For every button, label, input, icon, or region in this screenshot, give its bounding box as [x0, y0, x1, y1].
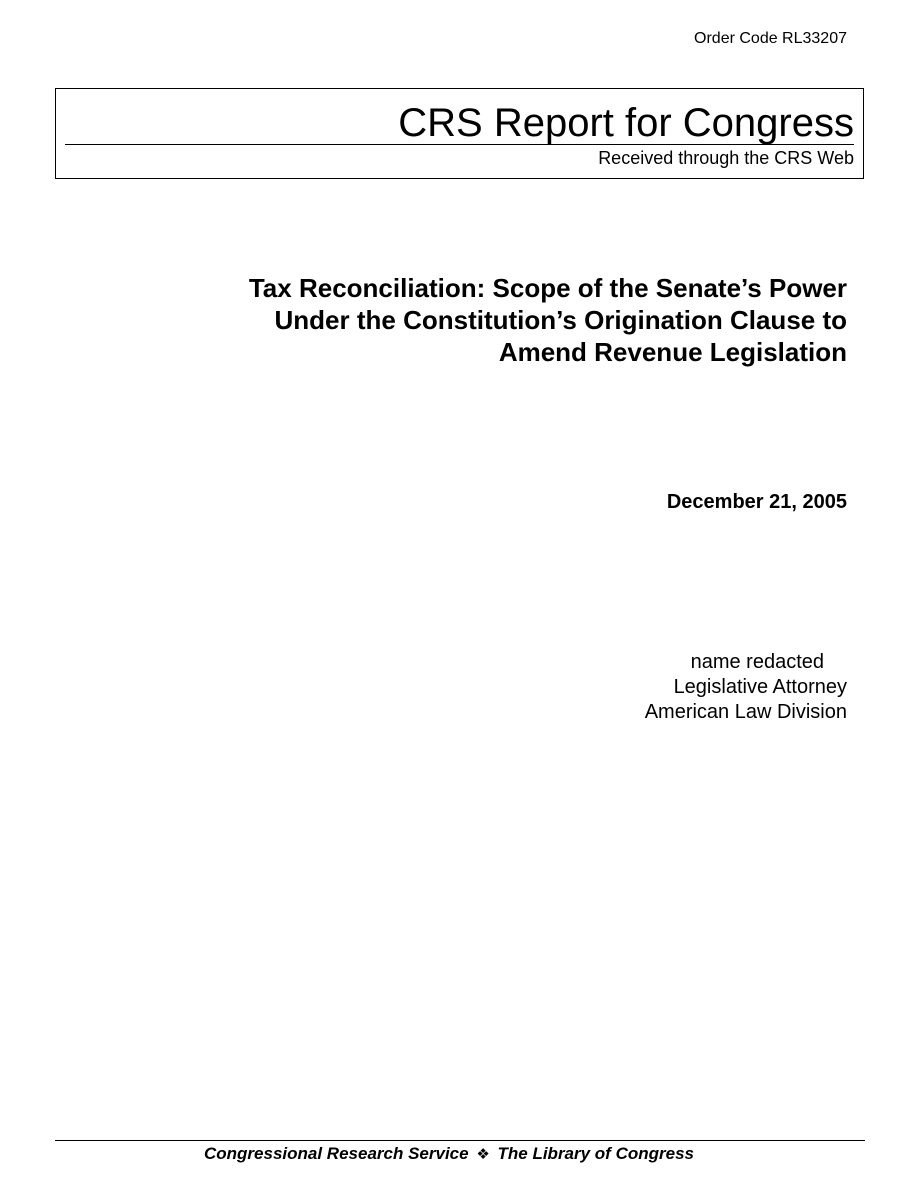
diamond-separator-icon: ❖	[476, 1146, 490, 1163]
footer-organization: Congressional Research Service	[204, 1144, 469, 1163]
author-position: Legislative Attorney	[673, 676, 847, 698]
author-name: name redacted	[690, 651, 824, 673]
report-date: December 21, 2005	[666, 491, 847, 513]
header-divider	[65, 144, 854, 145]
report-series-title: CRS Report for Congress	[398, 101, 854, 145]
report-title-line: Amend Revenue Legislation	[498, 337, 847, 367]
order-code: Order Code RL33207	[694, 30, 847, 47]
footer-divider	[55, 1140, 865, 1141]
report-title	[147, 272, 847, 368]
author-block	[645, 650, 847, 725]
report-header-box	[55, 88, 864, 179]
report-series-subtitle: Received through the CRS Web	[598, 148, 854, 168]
footer	[55, 1143, 865, 1166]
report-title-line: Tax Reconciliation: Scope of the Senate’s Power	[248, 273, 847, 303]
report-title-line: Under the Constitution’s Origination Clause to	[274, 305, 847, 335]
footer-library: The Library of Congress	[497, 1144, 694, 1163]
author-division: American Law Division	[644, 701, 847, 723]
